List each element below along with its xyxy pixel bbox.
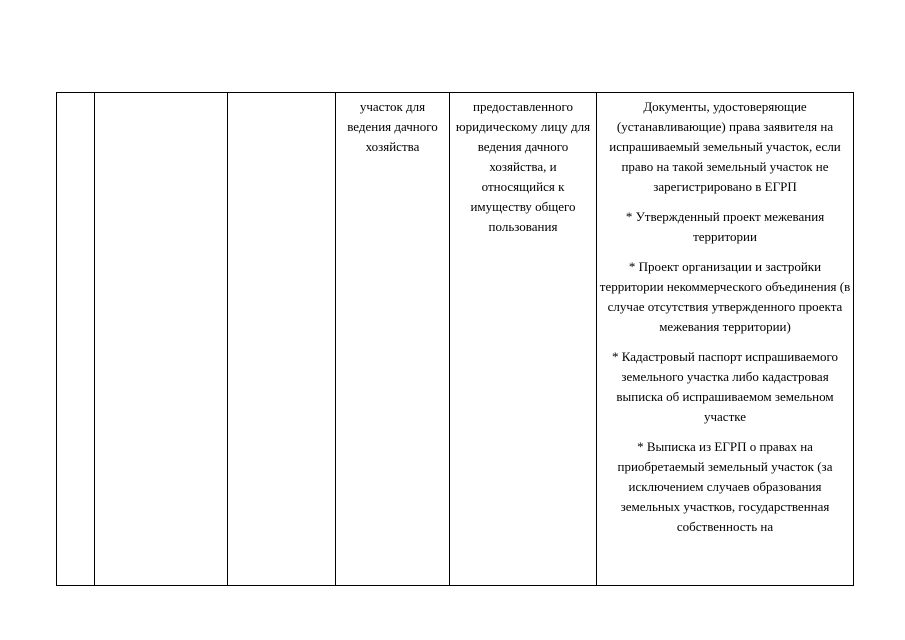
documents-paragraph: * Утвержденный проект межевания территории [625,209,825,244]
documents-paragraph: * Проект организации и застройки территории некоммерческого объединения (в случае отсутствия утвержденного проекта межевания территории) [599,259,851,334]
table-cell-purpose: участок для ведения дачного хозяйства [336,93,450,586]
table-cell-number [57,93,95,586]
table-cell-3 [228,93,336,586]
requirements-table [56,92,854,586]
table-cell-description: предоставленного юридическому лицу для ведения дачного хозяйства, и относящийся к имуществу общего пользования [450,93,597,586]
documents-paragraph: Документы, удостоверяющие (устанавливающие) права заявителя на испрашиваемый земельный участок, если право на такой земельный участок не зарегистрировано в ЕГРП [609,99,841,194]
table-cell-2 [95,93,228,586]
documents-paragraph: * Кадастровый паспорт испрашиваемого земельного участка либо кадастровая выписка об испрашиваемом земельном участке [612,349,838,424]
table-cell-documents [597,93,854,586]
documents-paragraph: * Выписка из ЕГРП о правах на приобретаемый земельный участок (за исключением случаев образования земельных участков, государственная собственность на [617,439,833,534]
table-row [57,93,854,586]
